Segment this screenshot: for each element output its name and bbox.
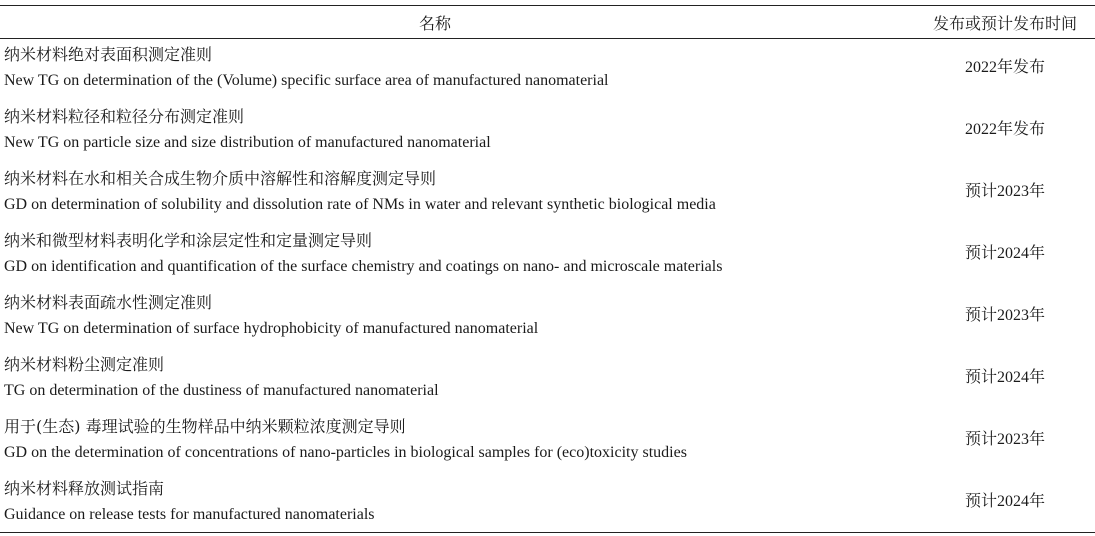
- table-header-rule: [0, 38, 1095, 39]
- row-publish-time: 预计2024年: [964, 493, 1045, 510]
- row-title-english: New TG on determination of surface hydrophobicity of manufactured nanomaterial: [4, 320, 539, 337]
- table-row: [0, 412, 1095, 474]
- row-publish-time: 预计2023年: [964, 307, 1045, 324]
- row-title-english: Guidance on release tests for manufactured nanomaterials: [4, 506, 375, 523]
- row-title-chinese: 纳米和微型材料表明化学和涂层定性和定量测定导则: [4, 231, 373, 250]
- row-title-chinese: 纳米材料粒径和粒径分布测定准则: [4, 107, 245, 126]
- table-bottom-rule: [0, 532, 1095, 533]
- row-publish-time: 2022年发布: [964, 121, 1045, 138]
- table-row: [0, 102, 1095, 164]
- row-publish-time: 预计2023年: [964, 431, 1045, 448]
- column-header-time: 发布或预计发布时间: [932, 13, 1077, 33]
- table-row: [0, 226, 1095, 288]
- row-title-english: New TG on particle size and size distribution of manufactured nanomaterial: [4, 134, 491, 151]
- row-title-english: TG on determination of the dustiness of manufactured nanomaterial: [4, 382, 439, 399]
- row-title-english: GD on the determination of concentrations of nano-particles in biological samples for (eco)toxicity studies: [4, 444, 687, 461]
- row-title-chinese: 纳米材料在水和相关合成生物介质中溶解性和溶解度测定导则: [4, 169, 437, 188]
- row-publish-time: 2022年发布: [964, 59, 1045, 76]
- row-title-english: New TG on determination of the (Volume) specific surface area of manufactured nanomaterial: [4, 72, 609, 89]
- table-row: [0, 474, 1095, 536]
- table-row: [0, 164, 1095, 226]
- table-body: [0, 40, 1095, 536]
- row-title-chinese: 纳米材料粉尘测定准则: [4, 355, 165, 374]
- row-publish-time: 预计2024年: [964, 245, 1045, 262]
- table-row: [0, 288, 1095, 350]
- row-publish-time: 预计2023年: [964, 183, 1045, 200]
- row-title-english: GD on determination of solubility and dissolution rate of NMs in water and relevant synthetic biological media: [4, 196, 716, 213]
- table-row: [0, 40, 1095, 102]
- row-title-english: GD on identification and quantification of the surface chemistry and coatings on nano- and microscale materials: [4, 258, 723, 275]
- row-publish-time: 预计2024年: [964, 369, 1045, 386]
- row-title-chinese: 纳米材料绝对表面积测定准则: [4, 45, 213, 64]
- row-title-chinese: 用于(生态) 毒理试验的生物样品中纳米颗粒浓度测定导则: [4, 417, 406, 436]
- row-title-chinese: 纳米材料释放测试指南: [4, 479, 165, 498]
- table-row: [0, 350, 1095, 412]
- row-title-chinese: 纳米材料表面疏水性测定准则: [4, 293, 213, 312]
- column-header-name: 名称: [418, 13, 451, 33]
